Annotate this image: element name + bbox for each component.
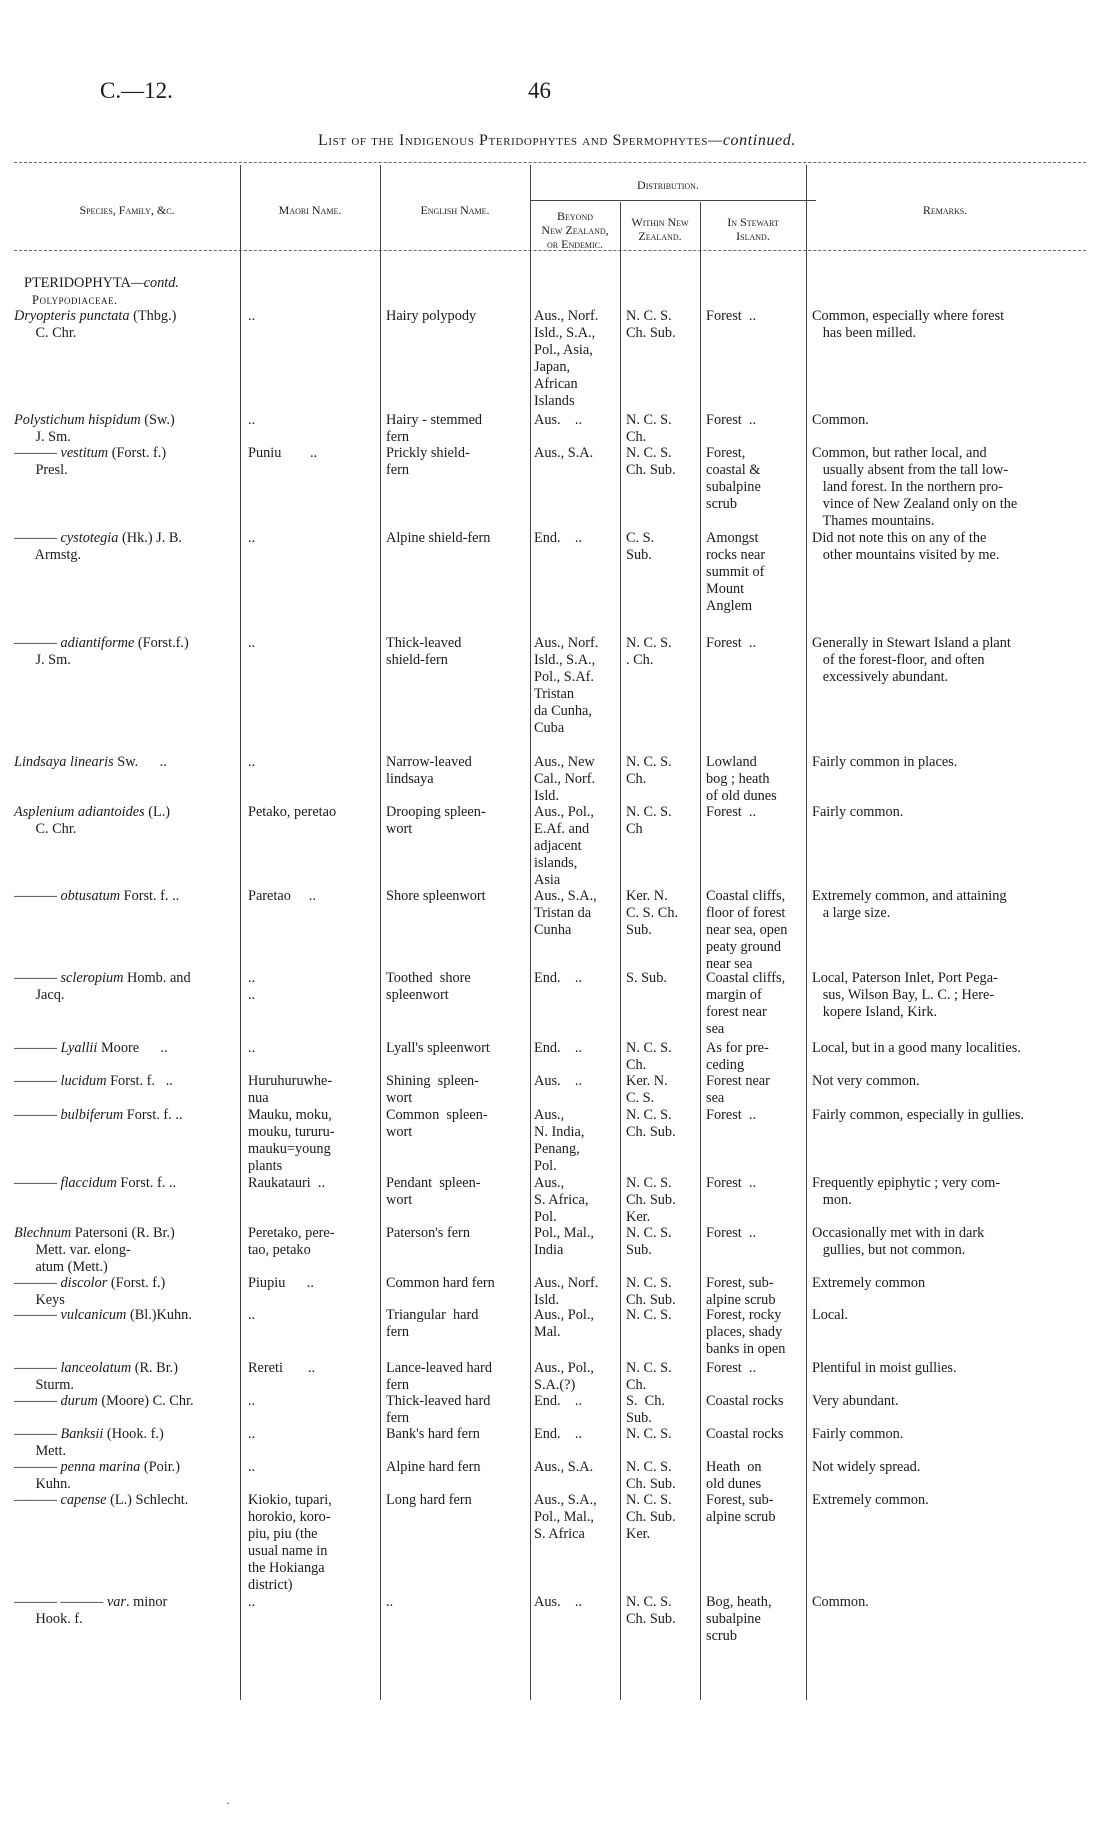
cell-within: N. C. S. Ch. Sub. <box>626 308 676 341</box>
cell-species: Asplenium adiantoides (L.) C. Chr. <box>14 804 171 837</box>
cell-species: ——— Banksii (Hook. f.) Mett. <box>14 1426 164 1459</box>
cell-species: ——— flaccidum Forst. f. .. <box>14 1175 177 1191</box>
section-group-suffix: —contd. <box>130 275 179 291</box>
cell-within: N. C. S. Ch. Sub. Ker. <box>626 1175 676 1225</box>
title-continued: —continued. <box>708 132 796 149</box>
cell-english: Bank's hard fern <box>386 1426 480 1442</box>
cell-within: N. C. S. Ch <box>626 804 672 837</box>
species-name: Dryopteris punctata <box>14 308 130 324</box>
cell-species: ——— durum (Moore) C. Chr. <box>14 1393 194 1409</box>
page-number: 46 <box>528 78 551 103</box>
cell-within: N. C. S. <box>626 1426 672 1442</box>
cell-beyond: Aus., Norf. Isld., S.A., Pol., S.Af. Tristan da Cunha, Cuba <box>534 635 599 736</box>
cell-maori: .. <box>248 412 256 428</box>
cell-within: N. C. S. Ch. Sub. <box>626 1275 676 1308</box>
species-name: discolor <box>60 1275 108 1291</box>
species-name: capense <box>60 1492 107 1508</box>
cell-within: N. C. S. <box>626 1307 672 1323</box>
cell-beyond: Aus., N. India, Penang, Pol. <box>534 1107 585 1174</box>
species-name: Blechnum <box>14 1225 72 1241</box>
table-top-rule <box>14 162 1086 163</box>
header-english: English Name. <box>420 203 490 217</box>
divider-maori <box>380 165 381 1700</box>
cell-species: ——— Lyallii Moore .. <box>14 1040 168 1056</box>
species-name: Asplenium adiantoides <box>14 804 145 820</box>
header-species: Species, Family, &c. <box>79 203 175 217</box>
cell-species: Lindsaya linearis Sw. .. <box>14 754 167 770</box>
cell-maori: .. <box>248 1307 256 1323</box>
cell-species: ——— bulbiferum Forst. f. .. <box>14 1107 183 1123</box>
cell-remarks: Did not note this on any of the other mountains visited by me. <box>812 530 1000 563</box>
cell-english: Drooping spleen- wort <box>386 804 486 837</box>
cell-stewart: Forest, coastal & subalpine scrub <box>706 445 761 512</box>
cell-within: N. C. S. Ch. Sub. Ker. <box>626 1492 676 1542</box>
cell-beyond: Aus., Norf. Isld. <box>534 1275 599 1308</box>
cell-maori: .. <box>248 754 256 770</box>
cell-within: C. S. Sub. <box>626 530 655 563</box>
cell-stewart: Forest, sub- alpine scrub <box>706 1492 776 1525</box>
cell-beyond: Aus., Norf. Isld., S.A., Pol., Asia, Japan, African Islands <box>534 308 599 409</box>
cell-species: ——— capense (L.) Schlecht. <box>14 1492 189 1508</box>
cell-english: Shore spleenwort <box>386 888 486 904</box>
cell-english: Hairy polypody <box>386 308 477 324</box>
cell-english: .. <box>386 1594 394 1610</box>
cell-beyond: End. .. <box>534 1393 583 1409</box>
cell-beyond: End. .. <box>534 1426 583 1442</box>
cell-english: Alpine shield-fern <box>386 530 491 546</box>
cell-english: Lance-leaved hard fern <box>386 1360 492 1393</box>
cell-beyond: End. .. <box>534 1040 583 1056</box>
species-name: vulcanicum <box>60 1307 127 1323</box>
cell-species: Dryopteris punctata (Thbg.) C. Chr. <box>14 308 177 341</box>
cell-maori: Paretao .. <box>248 888 316 904</box>
cell-remarks: Generally in Stewart Island a plant of the forest-floor, and often excessively abundant. <box>812 635 1011 685</box>
cell-stewart: Forest .. <box>706 1360 757 1376</box>
cell-remarks: Not very common. <box>812 1073 920 1089</box>
cell-english: Narrow-leaved lindsaya <box>386 754 472 787</box>
cell-english: Toothed shore spleenwort <box>386 970 471 1003</box>
cell-stewart: Forest near sea <box>706 1073 770 1106</box>
cell-maori: Raukatauri .. <box>248 1175 326 1191</box>
cell-species: ——— vestitum (Forst. f.) Presl. <box>14 445 167 478</box>
cell-stewart: Forest .. <box>706 1225 757 1241</box>
cell-within: S. Sub. <box>626 970 667 986</box>
cell-remarks: Common. <box>812 412 869 428</box>
cell-stewart: Forest .. <box>706 1175 757 1191</box>
cell-stewart: Heath on old dunes <box>706 1459 762 1492</box>
header-within: Within New Zealand. <box>631 215 689 243</box>
cell-maori: Mauku, moku, mouku, tururu- mauku=young plants <box>248 1107 335 1174</box>
cell-beyond: Aus., S.A. <box>534 445 594 461</box>
cell-stewart: As for pre- ceding <box>706 1040 769 1073</box>
species-name: Lindsaya linearis <box>14 754 114 770</box>
divider-beyond <box>620 202 621 1700</box>
cell-stewart: Forest, rocky places, shady banks in open <box>706 1307 786 1357</box>
species-name: Polystichum hispidum <box>14 412 141 428</box>
cell-maori: .. <box>248 1426 256 1442</box>
document-reference: C.—12. <box>100 78 173 103</box>
cell-beyond: Aus., S.A., Pol., Mal., S. Africa <box>534 1492 597 1542</box>
cell-english: Hairy - stemmed fern <box>386 412 483 445</box>
species-name: durum <box>60 1393 98 1409</box>
cell-within: Ker. N. C. S. <box>626 1073 668 1106</box>
cell-maori: Puniu .. <box>248 445 318 461</box>
cell-english: Triangular hard fern <box>386 1307 479 1340</box>
species-name: var <box>106 1594 126 1610</box>
cell-beyond: Aus. .. <box>534 1594 583 1610</box>
cell-remarks: Occasionally met with in dark gullies, but not common. <box>812 1225 985 1258</box>
cell-beyond: Aus., Pol., S.A.(?) <box>534 1360 594 1393</box>
cell-beyond: Aus., New Cal., Norf. Isld. <box>534 754 596 804</box>
cell-stewart: Amongst rocks near summit of Mount Anglem <box>706 530 766 614</box>
cell-within: N. C. S. Ch. Sub. <box>626 445 676 478</box>
cell-within: S. Ch. Sub. <box>626 1393 665 1426</box>
cell-beyond: End. .. <box>534 970 583 986</box>
species-name: Lyallii <box>60 1040 98 1056</box>
cell-stewart: Forest .. <box>706 1107 757 1123</box>
cell-species: ——— adiantiforme (Forst.f.) J. Sm. <box>14 635 189 668</box>
section-heading <box>24 275 179 292</box>
cell-maori: Rereti .. <box>248 1360 316 1376</box>
cell-remarks: Fairly common, especially in gullies. <box>812 1107 1025 1123</box>
cell-beyond: Aus., Pol., Mal. <box>534 1307 594 1340</box>
cell-remarks: Local, but in a good many localities. <box>812 1040 1021 1056</box>
cell-maori: .. <box>248 1393 256 1409</box>
cell-maori: .. <box>248 635 256 651</box>
cell-remarks: Fairly common. <box>812 1426 904 1442</box>
header-maori: Maori Name. <box>278 203 342 217</box>
cell-stewart: Forest, sub- alpine scrub <box>706 1275 776 1308</box>
cell-remarks: Fairly common. <box>812 804 904 820</box>
cell-english: Thick-leaved hard fern <box>386 1393 491 1426</box>
species-name: cystotegia <box>60 530 119 546</box>
header-distribution: Distribution. <box>637 178 699 192</box>
species-name: obtusatum <box>60 888 121 904</box>
cell-within: N. C. S. . Ch. <box>626 635 672 668</box>
cell-remarks: Extremely common. <box>812 1492 929 1508</box>
species-name: scleropium <box>60 970 124 986</box>
cell-species: Polystichum hispidum (Sw.) J. Sm. <box>14 412 175 445</box>
cell-maori: .. <box>248 1040 256 1056</box>
cell-stewart: Coastal cliffs, margin of forest near sea <box>706 970 786 1037</box>
cell-species: Blechnum Patersoni (R. Br.) Mett. var. elong- atum (Mett.) <box>14 1225 175 1275</box>
cell-maori: .. <box>248 1594 256 1610</box>
cell-species: ——— lucidum Forst. f. .. <box>14 1073 173 1089</box>
divider-stewart <box>806 165 807 1700</box>
species-name: bulbiferum <box>60 1107 124 1123</box>
cell-maori: .. <box>248 530 256 546</box>
cell-within: N. C. S. Ch. Sub. <box>626 1459 676 1492</box>
cell-stewart: Bog, heath, subalpine scrub <box>706 1594 772 1644</box>
cell-remarks: Extremely common, and attaining a large size. <box>812 888 1007 921</box>
cell-stewart: Forest .. <box>706 412 757 428</box>
cell-maori: Kiokio, tupari, horokio, koro- piu, piu (the usual name in the Hokianga district) <box>248 1492 332 1593</box>
cell-remarks: Local, Paterson Inlet, Port Pega- sus, Wilson Bay, L. C. ; Here- kopere Island, Kirk. <box>812 970 998 1020</box>
cell-remarks: Fairly common in places. <box>812 754 958 770</box>
header-stewart: In Stewart Island. <box>727 215 779 243</box>
cell-stewart: Forest .. <box>706 804 757 820</box>
cell-species: ——— cystotegia (Hk.) J. B. Armstg. <box>14 530 182 563</box>
cell-maori: Peretako, pere- tao, petako <box>248 1225 335 1258</box>
cell-beyond: Aus., Pol., E.Af. and adjacent islands, Asia <box>534 804 594 888</box>
section-group: PTERIDOPHYTA <box>24 275 131 291</box>
cell-maori: Huruhuruwhe- nua <box>248 1073 333 1106</box>
cell-beyond: Aus., S.A. <box>534 1459 594 1475</box>
page-title <box>0 132 1114 150</box>
cell-remarks: Common. <box>812 1594 869 1610</box>
cell-species: ——— discolor (Forst. f.) Keys <box>14 1275 166 1308</box>
cell-species: ——— vulcanicum (Bl.)Kuhn. <box>14 1307 192 1323</box>
divider-within <box>700 202 701 1700</box>
cell-english: Shining spleen- wort <box>386 1073 479 1106</box>
cell-stewart: Forest .. <box>706 308 757 324</box>
cell-beyond: Aus. .. <box>534 412 583 428</box>
cell-stewart: Lowland bog ; heath of old dunes <box>706 754 777 804</box>
cell-beyond: Aus., S.A., Tristan da Cunha <box>534 888 597 938</box>
cell-stewart: Coastal rocks <box>706 1393 784 1409</box>
cell-species: ——— obtusatum Forst. f. .. <box>14 888 180 904</box>
cell-beyond: Aus., S. Africa, Pol. <box>534 1175 589 1225</box>
species-name: vestitum <box>60 445 109 461</box>
cell-maori: .. <box>248 308 256 324</box>
cell-remarks: Common, especially where forest has been milled. <box>812 308 1005 341</box>
cell-maori: .. <box>248 1459 256 1475</box>
cell-within: N. C. S. Ch. <box>626 1040 672 1073</box>
cell-english: Alpine hard fern <box>386 1459 481 1475</box>
cell-species: ——— ——— var. minor Hook. f. <box>14 1594 168 1627</box>
species-name: penna marina <box>60 1459 141 1475</box>
header-remarks: Remarks. <box>922 203 968 217</box>
cell-beyond: End. .. <box>534 530 583 546</box>
cell-maori: Piupiu .. <box>248 1275 314 1291</box>
cell-within: N. C. S. Sub. <box>626 1225 672 1258</box>
cell-english: Common spleen- wort <box>386 1107 488 1140</box>
species-name: Banksii <box>60 1426 104 1442</box>
cell-species: ——— scleropium Homb. and Jacq. <box>14 970 191 1003</box>
cell-within: N. C. S. Ch. <box>626 754 672 787</box>
cell-within: N. C. S. Ch. Sub. <box>626 1107 676 1140</box>
cell-english: Prickly shield- fern <box>386 445 470 478</box>
cell-maori: Petako, peretao <box>248 804 337 820</box>
cell-beyond: Pol., Mal., India <box>534 1225 594 1258</box>
cell-english: Pendant spleen- wort <box>386 1175 481 1208</box>
distribution-subrule <box>531 200 816 201</box>
page-mark: · <box>226 1796 230 1810</box>
cell-remarks: Local. <box>812 1307 849 1323</box>
species-name: adiantiforme <box>60 635 135 651</box>
cell-english: Thick-leaved shield-fern <box>386 635 462 668</box>
cell-maori: .. .. <box>248 970 256 1003</box>
cell-species: ——— penna marina (Poir.) Kuhn. <box>14 1459 181 1492</box>
cell-english: Long hard fern <box>386 1492 472 1508</box>
divider-species <box>240 165 241 1700</box>
species-name: lucidum <box>60 1073 107 1089</box>
family-heading: Polypodiaceae. <box>32 293 118 307</box>
divider-english <box>530 165 531 1700</box>
cell-remarks: Common, but rather local, and usually absent from the tall low- land forest. In the northern pro- vince of New Zealand only on the Thames mountains. <box>812 445 1018 529</box>
cell-remarks: Plentiful in moist gullies. <box>812 1360 957 1376</box>
cell-english: Common hard fern <box>386 1275 495 1291</box>
cell-english: Paterson's fern <box>386 1225 470 1241</box>
cell-stewart: Coastal cliffs, floor of forest near sea, open peaty ground near sea <box>706 888 788 972</box>
cell-species: ——— lanceolatum (R. Br.) Sturm. <box>14 1360 179 1393</box>
cell-remarks: Frequently epiphytic ; very com- mon. <box>812 1175 1001 1208</box>
cell-remarks: Extremely common <box>812 1275 926 1291</box>
cell-remarks: Very abundant. <box>812 1393 899 1409</box>
cell-english: Lyall's spleenwort <box>386 1040 490 1056</box>
cell-stewart: Forest .. <box>706 635 757 651</box>
header-beyond: Beyond New Zealand, or Endemic. <box>541 209 609 251</box>
cell-within: N. C. S. Ch. Sub. <box>626 1594 676 1627</box>
cell-within: Ker. N. C. S. Ch. Sub. <box>626 888 679 938</box>
title-main: List of the Indigenous Pteridophytes and Spermophytes <box>318 132 709 149</box>
cell-within: N. C. S. Ch. <box>626 1360 672 1393</box>
species-name: flaccidum <box>60 1175 117 1191</box>
species-name: lanceolatum <box>60 1360 132 1376</box>
cell-stewart: Coastal rocks <box>706 1426 784 1442</box>
cell-remarks: Not widely spread. <box>812 1459 921 1475</box>
cell-within: N. C. S. Ch. <box>626 412 672 445</box>
cell-beyond: Aus. .. <box>534 1073 583 1089</box>
